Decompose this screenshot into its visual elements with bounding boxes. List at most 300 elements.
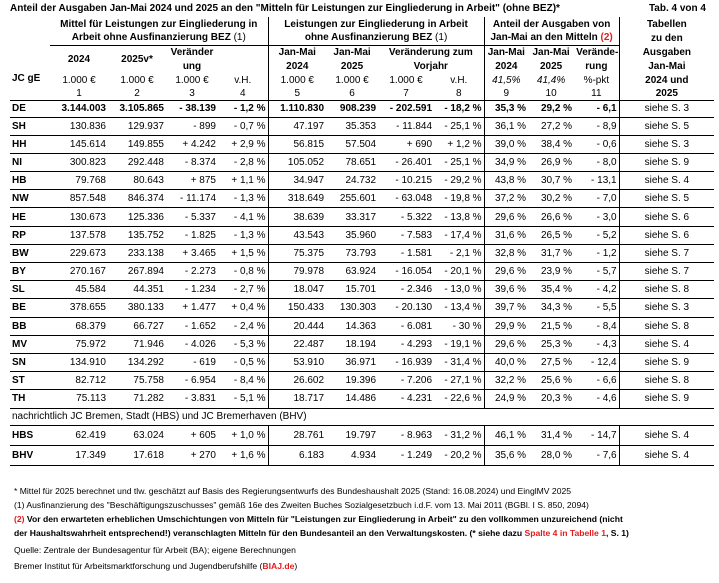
unit-7: 1.000 € [389,74,423,86]
cell-anteil-2024: 31,6 % [484,226,528,244]
institute-line: Bremer Institut für Arbeitsmarktforschung und Jugendberufshilfe (BIAJ.de) [14,561,298,571]
cell-leist-change: + 690 [378,135,434,153]
group-b-subtitle: ohne Ausfinanzierung BEZ (1) [268,31,484,45]
cell-anteil-2025: 29,2 % [528,100,574,117]
cell-anteil-2025: 23,9 % [528,263,574,281]
cell-leist-2024: 56.815 [268,135,326,153]
cell-mittel-2025: 292.448 [108,153,166,171]
cell-mittel-change: - 1.825 [166,226,218,244]
group-b-title: Leistungen zur Eingliederung in Arbeit [268,17,484,31]
colnum-9: 9 [484,87,528,100]
cell-anteil-change: - 4,6 [574,390,619,408]
cell-leist-change: - 63.048 [378,190,434,208]
cell-anteil-change: - 4,2 [574,281,619,299]
cell-anteil-2024: 29,6 % [484,335,528,353]
cell-mittel-2024: 79.768 [50,172,108,190]
cell-leist-2024: 38.639 [268,208,326,226]
table-row [10,208,714,226]
row-label: HBS [10,425,50,445]
unit-9: 41,5% [484,73,528,87]
cell-mittel-2025: 63.024 [108,425,166,445]
col10-head-2: 2025 [539,60,563,72]
cell-leist-change: - 7.583 [378,226,434,244]
cell-anteil-2025: 28,0 % [528,445,574,465]
cell-leist-2024: 6.183 [268,445,326,465]
cell-leist-change-pct: - 25,1 % [434,117,484,135]
cell-anteil-2025: 21,5 % [528,317,574,335]
cell-leist-change: - 5.322 [378,208,434,226]
cell-tabellen-ref: siehe S. 6 [619,226,714,244]
cell-leist-change-pct: - 27,1 % [434,372,484,390]
cell-mittel-2024: 75.972 [50,335,108,353]
cell-mittel-2024: 137.578 [50,226,108,244]
cell-leist-2024: 20.444 [268,317,326,335]
row-label: TH [10,390,50,408]
cell-tabellen-ref: siehe S. 9 [619,353,714,371]
cell-anteil-2025: 31,7 % [528,244,574,262]
cell-mittel-change: - 899 [166,117,218,135]
cell-tabellen-ref: siehe S. 4 [619,445,714,465]
table-row [10,117,714,135]
cell-anteil-change: - 13,1 [574,172,619,190]
cell-mittel-2025: 17.618 [108,445,166,465]
cell-anteil-2025: 20,3 % [528,390,574,408]
cell-anteil-change: - 6,6 [574,372,619,390]
cell-leist-change-pct: - 13,0 % [434,281,484,299]
cell-mittel-2025: 129.937 [108,117,166,135]
colnum-5: 5 [268,87,326,100]
cell-leist-2024: 318.649 [268,190,326,208]
cell-mittel-2024: 75.113 [50,390,108,408]
col3-head-1: Veränder [166,45,218,59]
cell-leist-change-pct: - 13,8 % [434,208,484,226]
data-table [10,17,714,466]
cell-mittel-change-pct: - 5,1 % [218,390,268,408]
colnum-4: 4 [239,87,246,99]
row-label: SH [10,117,50,135]
cell-mittel-change: - 3.831 [166,390,218,408]
table-row [10,263,714,281]
cell-leist-2024: 22.487 [268,335,326,353]
cell-tabellen-ref: siehe S. 4 [619,425,714,445]
cell-mittel-2025: 44.351 [108,281,166,299]
tabellen-head-2: zu den [619,31,714,45]
cell-tabellen-ref: siehe S. 3 [619,299,714,317]
cell-tabellen-ref: siehe S. 7 [619,244,714,262]
cell-leist-change: - 20.130 [378,299,434,317]
cell-leist-change: - 2.346 [378,281,434,299]
cell-leist-2025: 73.793 [326,244,378,262]
table-row [10,190,714,208]
cell-leist-change-pct: - 20,2 % [434,445,484,465]
cell-mittel-2025: 134.292 [108,353,166,371]
cell-leist-2025: 19.797 [326,425,378,445]
cell-mittel-change-pct: - 4,1 % [218,208,268,226]
col2-head: 2025v* [108,45,166,73]
cell-mittel-change-pct: + 2,9 % [218,135,268,153]
cell-anteil-change: - 7,6 [574,445,619,465]
cell-leist-2025: 255.601 [326,190,378,208]
unit-3: 1.000 € [175,74,209,86]
cell-mittel-change: - 4.026 [166,335,218,353]
cell-mittel-change-pct: - 0,8 % [218,263,268,281]
cell-mittel-2025: 233.138 [108,244,166,262]
row-label: DE [10,100,50,117]
cell-leist-change-pct: - 13,4 % [434,299,484,317]
table-row [10,100,714,117]
row-label: SN [10,353,50,371]
cell-leist-2024: 28.761 [268,425,326,445]
cell-leist-2024: 79.978 [268,263,326,281]
cell-anteil-2024: 43,8 % [484,172,528,190]
col11-head-2: rung [585,60,608,72]
cell-anteil-2024: 39,6 % [484,281,528,299]
cell-mittel-2025: 71.946 [108,335,166,353]
cell-leist-change-pct: - 31,2 % [434,425,484,445]
cell-mittel-2025: 380.133 [108,299,166,317]
cell-leist-2024: 53.910 [268,353,326,371]
cell-mittel-2024: 82.712 [50,372,108,390]
cell-leist-change-pct: - 2,1 % [434,244,484,262]
footnote-1: (1) Ausfinanzierung des "Beschäftigungszuschusses" gemäß 16e des Zweiten Buches Sozialgesetzbuch i.d.F. vom 13. Mai 2011 (BGBl. I S. 850, 2094) [14,500,589,510]
cell-leist-change: - 1.581 [378,244,434,262]
row-label: BE [10,299,50,317]
unit-11: %-pkt [583,74,610,86]
unit-1: 1.000 € [62,74,96,86]
row-label: HE [10,208,50,226]
row-label: BW [10,244,50,262]
cell-leist-2025: 19.396 [326,372,378,390]
cell-anteil-2024: 35,3 % [484,100,528,117]
cell-anteil-change: - 14,7 [574,425,619,445]
footnote-2: (2) Vor den erwarteten erheblichen Umschichtungen von Mitteln für "Leistungen zur Eingliederung in Arbeit" zu den vollkommen unzureichend (nicht [14,514,623,524]
cell-mittel-2024: 378.655 [50,299,108,317]
cell-leist-2025: 78.651 [326,153,378,171]
footnote-2-cont: der Haushaltswahrheit entsprechend!) veranschlagten Mitteln für den Bundesanteil an den Verwaltungskosten. (* siehe dazu Spalte 4 in Tabelle 1, S. 1) [14,528,629,538]
cell-mittel-change-pct: - 0,7 % [218,117,268,135]
cell-leist-2025: 18.194 [326,335,378,353]
cell-anteil-2025: 35,4 % [528,281,574,299]
row-label: HB [10,172,50,190]
cell-leist-change: - 6.081 [378,317,434,335]
col6-head-2: 2025 [340,60,364,72]
cell-mittel-change: - 6.954 [166,372,218,390]
cell-mittel-change: - 8.374 [166,153,218,171]
cell-leist-2024: 150.433 [268,299,326,317]
cell-mittel-2025: 267.894 [108,263,166,281]
tabellen-head-6: 2025 [619,87,714,100]
unit-10: 41,4% [536,74,566,86]
cell-anteil-change: - 8,0 [574,153,619,171]
cell-anteil-2025: 31,4 % [528,425,574,445]
cell-anteil-change: - 12,4 [574,353,619,371]
cell-tabellen-ref: siehe S. 9 [619,390,714,408]
table-row [10,281,714,299]
cell-leist-change: - 4.231 [378,390,434,408]
cell-tabellen-ref: siehe S. 4 [619,172,714,190]
cell-leist-2024: 34.947 [268,172,326,190]
cell-mittel-2024: 229.673 [50,244,108,262]
cell-leist-change-pct: - 31,4 % [434,353,484,371]
group-c-title: Anteil der Ausgaben von [484,17,619,31]
cell-mittel-2024: 68.379 [50,317,108,335]
source-line: Quelle: Zentrale der Bundesagentur für Arbeit (BA); eigene Berechnungen [14,545,296,555]
row-label: HH [10,135,50,153]
row-label: NW [10,190,50,208]
cell-leist-2025: 35.353 [326,117,378,135]
cell-mittel-2025: 80.643 [108,172,166,190]
cell-leist-2025: 15.701 [326,281,378,299]
cell-anteil-change: - 6,1 [574,100,619,117]
cell-mittel-2024: 270.167 [50,263,108,281]
cell-leist-change-pct: + 1,2 % [434,135,484,153]
cell-leist-2025: 14.363 [326,317,378,335]
cell-mittel-2024: 17.349 [50,445,108,465]
unit-6: 1.000 € [335,74,369,86]
cell-mittel-change: + 4.242 [166,135,218,153]
cell-anteil-2025: 26,5 % [528,226,574,244]
cell-anteil-2024: 35,6 % [484,445,528,465]
cell-mittel-change-pct: - 1,2 % [218,100,268,117]
unit-2: 1.000 € [120,74,154,86]
cell-anteil-2025: 25,6 % [528,372,574,390]
table-row [10,445,714,465]
cell-mittel-2025: 75.758 [108,372,166,390]
cell-mittel-2024: 130.673 [50,208,108,226]
cell-mittel-change: - 38.139 [166,100,218,117]
row-label: BY [10,263,50,281]
cell-mittel-change: - 1.234 [166,281,218,299]
cell-leist-2024: 47.197 [268,117,326,135]
cell-leist-2025: 14.486 [326,390,378,408]
cell-tabellen-ref: siehe S. 9 [619,153,714,171]
cell-anteil-2025: 25,3 % [528,335,574,353]
cell-mittel-change: - 2.273 [166,263,218,281]
cell-mittel-change: - 1.652 [166,317,218,335]
cell-anteil-change: - 5,7 [574,263,619,281]
cell-mittel-change: + 605 [166,425,218,445]
cell-mittel-2024: 130.836 [50,117,108,135]
table-row [10,226,714,244]
cell-tabellen-ref: siehe S. 8 [619,281,714,299]
cell-mittel-2025: 846.374 [108,190,166,208]
cell-leist-change: - 202.591 [378,100,434,117]
cell-leist-change: - 10.215 [378,172,434,190]
cell-mittel-change-pct: - 2,8 % [218,153,268,171]
cell-mittel-2025: 125.336 [108,208,166,226]
cell-mittel-change-pct: - 2,7 % [218,281,268,299]
group-c-subtitle: Jan-Mai an den Mitteln (2) [484,31,619,45]
cell-mittel-2024: 145.614 [50,135,108,153]
row-label: RP [10,226,50,244]
cell-mittel-2025: 3.105.865 [108,100,166,117]
cell-anteil-2024: 39,0 % [484,135,528,153]
colnum-6: 6 [349,87,355,99]
table-row [10,172,714,190]
cell-leist-2025: 63.924 [326,263,378,281]
cell-leist-2025: 24.732 [326,172,378,190]
cell-mittel-change-pct: - 1,3 % [218,190,268,208]
tabellen-head-3: Ausgaben [619,45,714,59]
cell-leist-change: - 4.293 [378,335,434,353]
cell-leist-2024: 105.052 [268,153,326,171]
cell-leist-change-pct: - 18,2 % [434,100,484,117]
table-row [10,299,714,317]
unit-8: v.H. [450,74,468,86]
cell-anteil-change: - 8,9 [574,117,619,135]
cell-leist-2024: 18.717 [268,390,326,408]
cell-leist-2025: 130.303 [326,299,378,317]
jc-label: JC gE [12,73,41,84]
row-label: NI [10,153,50,171]
cell-anteil-change: - 1,2 [574,244,619,262]
cell-anteil-2025: 38,4 % [528,135,574,153]
tabellen-head-4: Jan-Mai [619,59,714,73]
row-label: SL [10,281,50,299]
cell-mittel-change-pct: - 0,5 % [218,353,268,371]
unit-4: v.H. [234,74,252,86]
table-row [10,353,714,371]
tabellen-head-1: Tabellen [619,17,714,31]
table-row [10,372,714,390]
cell-leist-change: - 16.939 [378,353,434,371]
col10-head-1: Jan-Mai [528,45,574,59]
cell-leist-change: - 16.054 [378,263,434,281]
cell-anteil-2025: 30,7 % [528,172,574,190]
unit-5: 1.000 € [268,73,326,87]
cell-mittel-change: - 5.337 [166,208,218,226]
col1-head: 2024 [50,45,108,73]
tabellen-head-5: 2024 und [619,73,714,87]
cell-mittel-change: + 875 [166,172,218,190]
table-row [10,153,714,171]
cell-mittel-2024: 3.144.003 [50,100,108,117]
col7-head-2: Vorjahr [413,60,448,72]
table-row [10,390,714,408]
group-a-title: Mittel für Leistungen zur Eingliederung in [60,18,258,30]
cell-anteil-2025: 30,2 % [528,190,574,208]
cell-leist-change-pct: - 25,1 % [434,153,484,171]
cell-tabellen-ref: siehe S. 3 [619,135,714,153]
cell-leist-2024: 75.375 [268,244,326,262]
cell-mittel-change-pct: + 1,0 % [218,425,268,445]
cell-mittel-change: + 1.477 [166,299,218,317]
cell-anteil-2025: 34,3 % [528,299,574,317]
col6-head-1: Jan-Mai [326,45,378,59]
cell-leist-2025: 36.971 [326,353,378,371]
cell-anteil-2024: 39,7 % [484,299,528,317]
table-number: Tab. 4 von 4 [648,3,706,14]
cell-anteil-2024: 37,2 % [484,190,528,208]
row-label: MV [10,335,50,353]
cell-mittel-change: - 11.174 [166,190,218,208]
cell-mittel-change-pct: + 1,1 % [218,172,268,190]
cell-mittel-2024: 45.584 [50,281,108,299]
col9-head-2: 2024 [484,59,528,73]
footnote-star: * Mittel für 2025 berechnet und tlw. geschätzt auf Basis des Regierungsentwurfs des Bundeshaushalt 2025 (Stand: 16.08.2024) und EinglMV 2025 [14,486,572,496]
cell-leist-2024: 1.110.830 [268,100,326,117]
cell-mittel-2024: 300.823 [50,153,108,171]
nachrichtlich-note: nachrichtlich JC Bremen, Stadt (HBS) und JC Bremerhaven (BHV) [10,408,714,425]
cell-tabellen-ref: siehe S. 5 [619,190,714,208]
cell-leist-change-pct: - 19,1 % [434,335,484,353]
cell-tabellen-ref: siehe S. 4 [619,335,714,353]
cell-anteil-2024: 32,2 % [484,372,528,390]
cell-leist-2025: 57.504 [326,135,378,153]
cell-mittel-change: + 270 [166,445,218,465]
cell-anteil-2024: 29,9 % [484,317,528,335]
cell-mittel-2025: 149.855 [108,135,166,153]
cell-leist-2024: 18.047 [268,281,326,299]
cell-anteil-2024: 46,1 % [484,425,528,445]
cell-mittel-change-pct: - 5,3 % [218,335,268,353]
colnum-7: 7 [403,87,409,99]
cell-mittel-change-pct: + 0,4 % [218,299,268,317]
cell-mittel-change-pct: + 1,5 % [218,244,268,262]
cell-anteil-2024: 32,8 % [484,244,528,262]
table-title: Anteil der Ausgaben Jan-Mai 2024 und 2025 an den "Mitteln für Leistungen zur Eingliederung in Arbeit" (ohne BEZ)* Tab. 4 von 4 [10,3,706,14]
col3-head-2: ung [182,60,202,72]
cell-anteil-change: - 0,6 [574,135,619,153]
cell-leist-change: - 26.401 [378,153,434,171]
table-row [10,135,714,153]
cell-leist-2024: 26.602 [268,372,326,390]
table-row [10,425,714,445]
col9-head-1: Jan-Mai [484,45,528,59]
colnum-1: 1 [76,87,82,99]
cell-anteil-2024: 36,1 % [484,117,528,135]
cell-anteil-change: - 7,0 [574,190,619,208]
cell-leist-change: - 1.249 [378,445,434,465]
cell-anteil-2024: 29,6 % [484,263,528,281]
cell-anteil-2024: 34,9 % [484,153,528,171]
table-row [10,244,714,262]
cell-mittel-change-pct: - 1,3 % [218,226,268,244]
cell-anteil-2025: 27,5 % [528,353,574,371]
cell-mittel-2025: 71.282 [108,390,166,408]
row-label: ST [10,372,50,390]
cell-mittel-change-pct: - 2,4 % [218,317,268,335]
cell-anteil-2025: 26,9 % [528,153,574,171]
colnum-3: 3 [189,87,195,99]
colnum-11: 11 [591,87,602,99]
cell-tabellen-ref: siehe S. 3 [619,100,714,117]
cell-leist-change: - 8.963 [378,425,434,445]
cell-leist-change-pct: - 17,4 % [434,226,484,244]
cell-anteil-2025: 26,6 % [528,208,574,226]
cell-mittel-2025: 135.752 [108,226,166,244]
biaj-link[interactable]: BIAJ.de [262,561,295,571]
cell-anteil-2024: 24,9 % [484,390,528,408]
cell-leist-change-pct: - 19,8 % [434,190,484,208]
cell-mittel-2025: 66.727 [108,317,166,335]
cell-tabellen-ref: siehe S. 6 [619,208,714,226]
row-label: BB [10,317,50,335]
colnum-8: 8 [456,87,462,99]
cell-leist-2025: 33.317 [326,208,378,226]
cell-anteil-change: - 5,5 [574,299,619,317]
cell-mittel-2024: 857.548 [50,190,108,208]
cell-leist-2024: 43.543 [268,226,326,244]
cell-leist-change: - 11.844 [378,117,434,135]
cell-mittel-2024: 134.910 [50,353,108,371]
cell-leist-change: - 7.206 [378,372,434,390]
cell-anteil-change: - 4,3 [574,335,619,353]
cell-anteil-change: - 3,0 [574,208,619,226]
cell-leist-change-pct: - 29,2 % [434,172,484,190]
cell-anteil-2024: 29,6 % [484,208,528,226]
col5-head-1: Jan-Mai [268,45,326,59]
